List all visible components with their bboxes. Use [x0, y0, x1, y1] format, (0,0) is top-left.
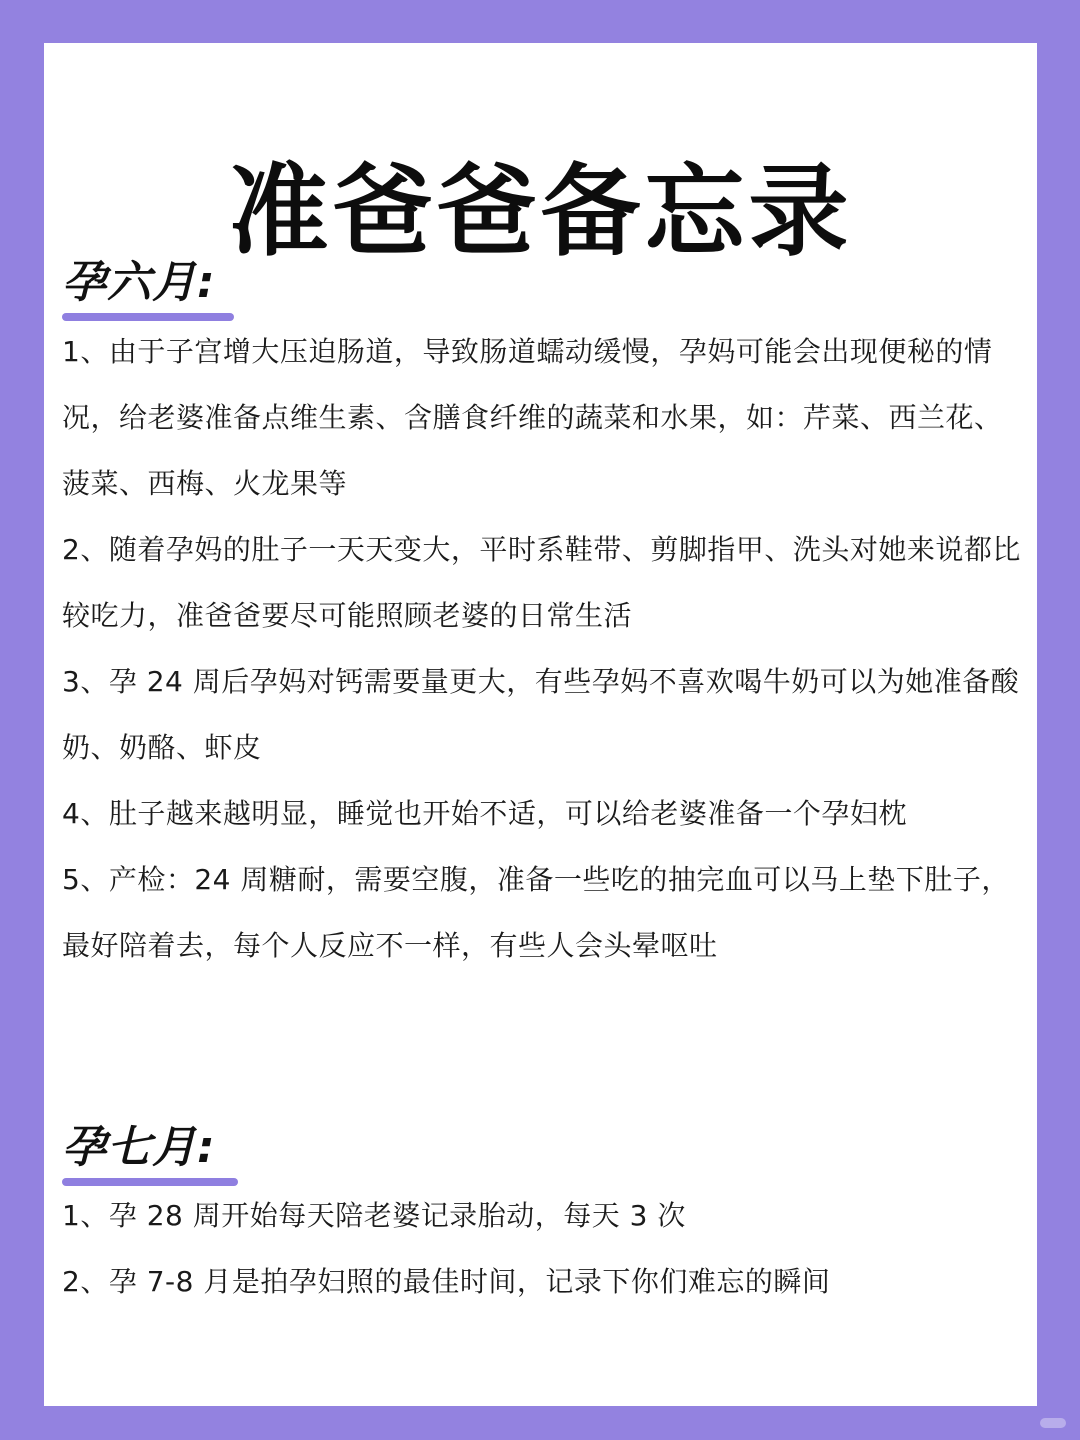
- month-7-list: [62, 1183, 1022, 1315]
- list-item: 5、产检：24 周糖耐，需要空腹，准备一些吃的抽完血可以马上垫下肚子，最好陪着去，每个人反应不一样，有些人会头晕呕吐: [62, 863, 1010, 962]
- section-heading-month-7: [62, 1122, 216, 1186]
- watermark-badge: [1040, 1418, 1066, 1428]
- page-title: 准爸爸备忘录: [228, 153, 853, 270]
- memo-card: [44, 43, 1037, 1406]
- section-heading-text: 孕七月:: [62, 1122, 216, 1173]
- list-item: 1、孕 28 周开始每天陪老婆记录胎动，每天 3 次: [62, 1199, 686, 1232]
- list-item: 2、孕 7-8 月是拍孕妇照的最佳时间，记录下你们难忘的瞬间: [62, 1265, 831, 1298]
- section-heading-text: 孕六月:: [62, 257, 216, 308]
- list-item: 2、随着孕妈的肚子一天天变大，平时系鞋带、剪脚指甲、洗头对她来说都比较吃力，准爸爸要尽可能照顾老婆的日常生活: [62, 533, 1021, 632]
- section-heading-month-6: [62, 257, 216, 321]
- month-6-list: [62, 319, 1022, 979]
- list-item: 3、孕 24 周后孕妈对钙需要量更大，有些孕妈不喜欢喝牛奶可以为她准备酸奶、奶酪、虾皮: [62, 665, 1020, 764]
- list-item: 4、肚子越来越明显，睡觉也开始不适，可以给老婆准备一个孕妇枕: [62, 797, 907, 830]
- list-item: 1、由于子宫增大压迫肠道，导致肠道蠕动缓慢，孕妈可能会出现便秘的情况，给老婆准备点维生素、含膳食纤维的蔬菜和水果，如：芹菜、西兰花、菠菜、西梅、火龙果等: [62, 335, 1003, 500]
